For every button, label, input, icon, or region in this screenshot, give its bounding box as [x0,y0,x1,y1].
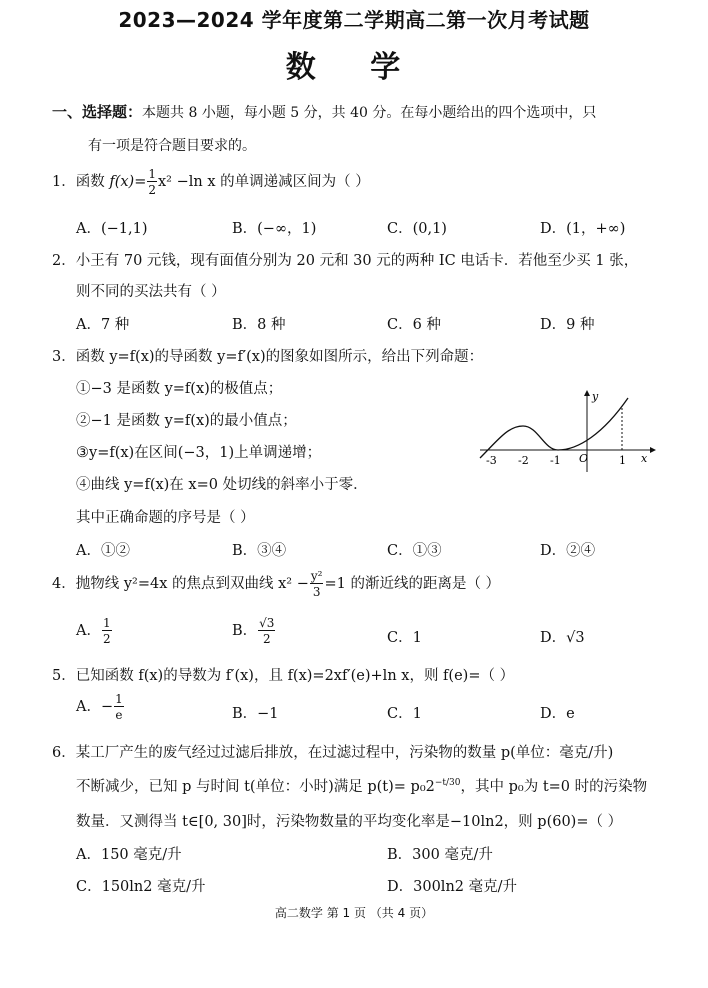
question-number: 5． [52,668,76,684]
q3-option-c[interactable]: C．①③ [387,543,442,559]
q6-exponent: −t/30 [434,778,461,789]
fraction-denominator: e [115,708,123,722]
q4-option-c[interactable]: C．1 [387,630,422,646]
y-axis-label: y [592,390,599,403]
q3-item-4: ④曲线 y=f(x)在 x=0 处切线的斜率小于零． [76,477,368,493]
question-5 [52,664,514,685]
tick-label: 1 [619,454,626,467]
q2-option-b[interactable]: B．8 种 [232,317,286,333]
question-number: 2． [52,253,76,269]
y-axis-arrow [584,390,590,396]
option-label: A．− [76,699,114,715]
q5-optA-fraction [114,693,124,721]
fraction-numerator: √3 [259,616,275,630]
q3-option-b[interactable]: B．③④ [232,543,287,559]
fraction-numerator: 1 [102,616,111,630]
x-axis-arrow [650,447,656,453]
tick-label: -3 [486,454,497,467]
section-heading: 一、选择题： [52,103,143,121]
x-axis-label: x [641,452,648,465]
fraction-denominator: 2 [262,632,271,646]
origin-label: O [579,452,589,465]
q4-fraction [310,570,324,598]
q1-fraction [147,168,157,196]
option-label: A． [76,623,101,639]
q6-option-c[interactable]: C．150ln2 毫克/升 [76,879,206,895]
q6-line3: 数量．又测得当 t∈[0, 30]时，污染物数量的平均变化率是−10ln2，则 p(60)=（ ） [76,814,623,830]
q6-line1: 某工厂产生的废气经过过滤后排放，在过滤过程中，污染物的数量 p(单位：毫克/升) [75,745,614,761]
q6-option-d[interactable]: D．300ln2 毫克/升 [387,879,517,895]
q3-option-d[interactable]: D．②④ [540,543,596,559]
q5-option-a[interactable] [76,693,125,721]
q4-optA-fraction [102,617,112,645]
q5-option-b[interactable]: B．−1 [232,706,279,722]
fraction-denominator: 2 [148,183,156,197]
q1-option-b[interactable]: B．(−∞，1) [232,221,317,237]
q2-line1: 小王有 70 元钱，现有面值分别为 20 元和 30 元的两种 IC 电话卡．若他至少买 1 张， [75,253,639,269]
q4-post: =1 的渐近线的距离是（ ） [324,576,501,592]
fraction-numerator: y² [310,569,323,583]
q1-fx: f(x)= [109,174,147,190]
q5-line1: 已知函数 f(x)的导数为 f′(x)，且 f(x)=2xf′(e)+ln x，则 f(e)=（ ） [75,668,515,684]
q6-line2 [76,775,647,796]
q1-option-a[interactable]: A．(−1,1) [76,221,148,237]
q2-option-d[interactable]: D．9 种 [540,317,595,333]
fraction-numerator: 1 [115,692,123,706]
question-number: 3． [52,349,76,365]
q5-option-c[interactable]: C．1 [387,706,422,722]
q3-line1: 函数 y=f(x)的导函数 y=f′(x)的图象如图所示，给出下列命题： [75,349,484,365]
question-3 [52,345,483,366]
fraction-numerator: 1 [148,167,156,181]
q3-item-1: ①−3 是函数 y=f(x)的极值点； [76,381,283,397]
q6-option-b[interactable]: B．300 毫克/升 [387,847,493,863]
section-intro-line2: 有一项是符合题目要求的。 [88,138,256,154]
exam-title: 2023—2024 学年度第二学期高二第一次月考试题 [118,8,590,32]
derivative-curve [480,398,628,458]
q6-line2-post: ，其中 p₀为 t=0 时的污染物 [460,779,648,795]
q2-option-a[interactable]: A．7 种 [76,317,130,333]
question-number: 4． [52,576,76,592]
section-intro-line1: 本题共 8 小题，每小题 5 分，共 40 分。在每小题给出的四个选项中，只 [142,105,597,121]
q4-option-d[interactable]: D．√3 [540,630,585,646]
q4-option-b[interactable] [232,617,276,645]
fraction-denominator: 2 [102,632,111,646]
derivative-graph [478,388,658,474]
q6-line2-pre: 不断减少，已知 p 与时间 t(单位：小时)满足 p(t)= p₀2 [76,779,435,795]
question-2 [52,249,638,270]
q1-option-c[interactable]: C．(0,1) [387,221,447,237]
q4-option-a[interactable] [76,617,113,645]
section-intro [52,101,596,122]
tick-label: -2 [518,454,529,467]
q3-option-a[interactable]: A．①② [76,543,130,559]
q4-pre: 抛物线 y²=4x 的焦点到双曲线 x² − [75,576,309,592]
q3-item-2: ②−1 是函数 y=f(x)的最小值点； [76,413,297,429]
q1-pre: 函数 [75,174,110,190]
q3-item-3: ③y=f(x)在区间(−3，1)上单调递增； [76,445,322,461]
question-6 [52,741,613,762]
tick-label: -1 [550,454,561,467]
page-footer: 高二数学 第 1 页 （共 4 页） [274,906,434,920]
q5-option-d[interactable]: D．e [540,706,575,722]
question-number: 6． [52,745,76,761]
subject-title: 数 学 [285,50,423,85]
question-number: 1． [52,174,76,190]
q2-option-c[interactable]: C．6 种 [387,317,441,333]
q1-post: x² −ln x 的单调递减区间为（ ） [158,174,370,190]
question-4 [52,570,500,598]
q1-option-d[interactable]: D．(1，+∞) [540,221,626,237]
option-label: B． [232,623,258,639]
question-1 [52,168,370,196]
q6-option-a[interactable]: A．150 毫克/升 [76,847,182,863]
fraction-denominator: 3 [312,585,321,599]
q4-optB-fraction [258,617,275,645]
q3-line-end: 其中正确命题的序号是（ ） [76,510,255,526]
q2-line2: 则不同的买法共有（ ） [76,284,226,300]
